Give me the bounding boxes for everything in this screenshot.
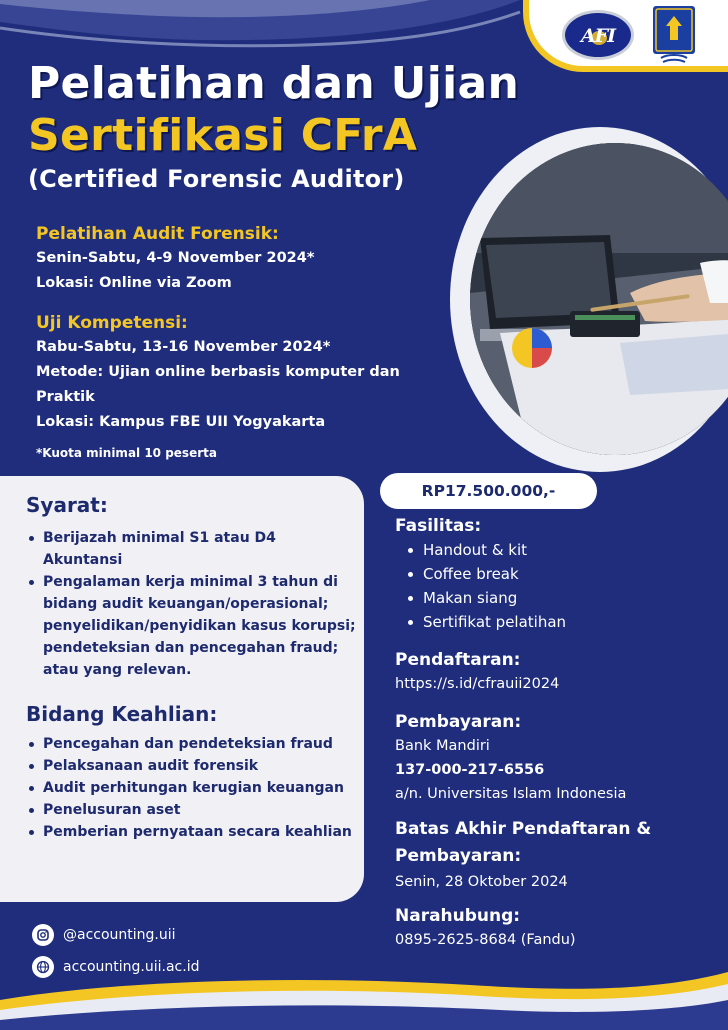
- contact-section: [395, 904, 576, 952]
- list-item: Handout & kit: [405, 538, 566, 562]
- expertise-list: [26, 733, 356, 843]
- deadline-heading: Batas Akhir Pendaftaran &: [395, 819, 652, 839]
- page-subtitle: (Certified Forensic Auditor): [28, 165, 405, 193]
- list-item: Makan siang: [405, 586, 566, 610]
- exam-heading: Uji Kompetensi:: [36, 313, 188, 333]
- exam-method: Metode: Ujian online berbasis komputer dan: [36, 364, 400, 380]
- title-block: [28, 58, 519, 194]
- uii-logo: [651, 4, 697, 68]
- page-title-highlight: Sertifikasi CFrA: [28, 110, 418, 161]
- contact-phone: 0895-2625-8684 (Fandu): [395, 932, 576, 948]
- facilities-section: [395, 514, 566, 634]
- list-item: Pencegahan dan pendeteksian fraud: [26, 733, 356, 755]
- registration-heading: Pendaftaran:: [395, 650, 521, 670]
- website-link[interactable]: [32, 956, 199, 978]
- expertise-heading: Bidang Keahlian:: [26, 702, 218, 726]
- list-item: Pemberian pernyataan secara keahlian: [26, 821, 356, 843]
- training-schedule: Senin-Sabtu, 4-9 November 2024*: [36, 250, 315, 266]
- logo-panel: [523, 0, 728, 72]
- requirements-list: [26, 527, 356, 681]
- list-item: Pengalaman kerja minimal 3 tahun di bidang audit keuangan/operasional; penyelidikan/penyidikan kasus korupsi; pendeteksian dan pencegahan fraud; atau yang relevan.: [26, 571, 356, 681]
- list-item: Coffee break: [405, 562, 566, 586]
- exam-section: [36, 311, 400, 462]
- website-url: accounting.uii.ac.id: [63, 959, 200, 975]
- facilities-list: [405, 538, 566, 634]
- deadline-date: Senin, 28 Oktober 2024: [395, 874, 568, 890]
- requirements-heading: Syarat:: [26, 493, 108, 517]
- page-title: Pelatihan dan Ujian: [28, 58, 520, 109]
- payment-heading: Pembayaran:: [395, 712, 522, 732]
- registration-link[interactable]: https://s.id/cfrauii2024: [395, 676, 560, 692]
- training-location: Lokasi: Online via Zoom: [36, 275, 232, 291]
- list-item: Penelusuran aset: [26, 799, 356, 821]
- training-section: [36, 222, 314, 296]
- exam-method-cont: Praktik: [36, 389, 95, 405]
- quota-note: *Kuota minimal 10 peserta: [36, 446, 217, 460]
- list-item: Berijazah minimal S1 atau D4 Akuntansi: [26, 527, 356, 571]
- deadline-section: [395, 816, 651, 894]
- exam-schedule: Rabu-Sabtu, 13-16 November 2024*: [36, 339, 331, 355]
- payment-account: 137-000-217-6556: [395, 762, 545, 778]
- price-badge: RP17.500.000,-: [380, 473, 597, 509]
- list-item: Sertifikat pelatihan: [405, 610, 566, 634]
- payment-section: [395, 710, 626, 806]
- afi-logo-text: AFI: [580, 25, 616, 47]
- deadline-heading-cont: Pembayaran:: [395, 846, 522, 866]
- globe-icon: [32, 956, 54, 978]
- list-item: Pelaksanaan audit forensik: [26, 755, 356, 777]
- requirements-card: [0, 476, 364, 902]
- payment-holder: a/n. Universitas Islam Indonesia: [395, 786, 627, 802]
- registration-section: [395, 648, 559, 696]
- training-heading: Pelatihan Audit Forensik:: [36, 224, 279, 244]
- instagram-icon: [32, 924, 54, 946]
- contact-heading: Narahubung:: [395, 906, 521, 926]
- afi-logo: [562, 10, 634, 60]
- instagram-handle: @accounting.uii: [63, 927, 176, 943]
- facilities-heading: Fasilitas:: [395, 516, 482, 536]
- list-item: Audit perhitungan kerugian keuangan: [26, 777, 356, 799]
- exam-location: Lokasi: Kampus FBE UII Yogyakarta: [36, 414, 326, 430]
- instagram-link[interactable]: [32, 924, 176, 946]
- payment-bank: Bank Mandiri: [395, 738, 490, 754]
